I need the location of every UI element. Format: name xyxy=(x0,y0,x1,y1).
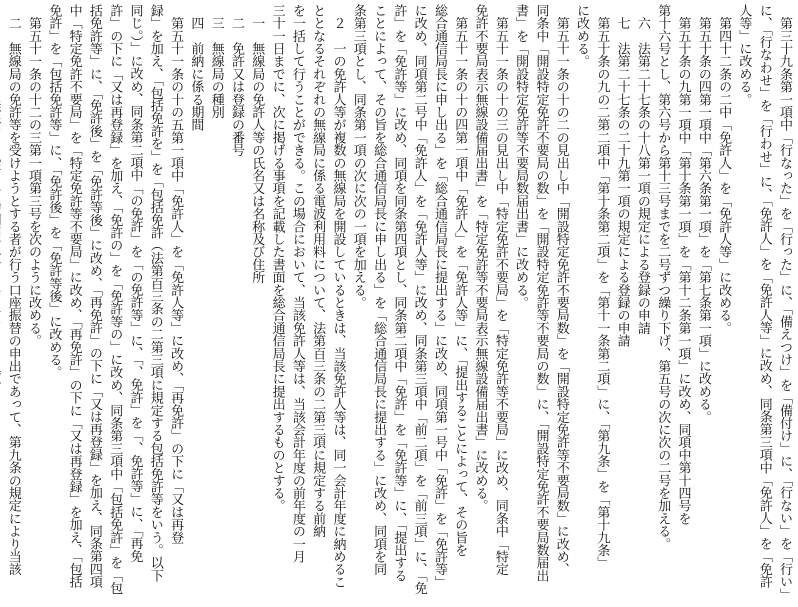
text-column: 括免許等」に、「免許後」を「免許等後」に改め、「再免許」の下に「又は再登録」を加え、同条第四項 xyxy=(86,4,102,588)
text-column: 第五十一条の十の三の見出し中「特定免許不要局」を「特定免許等不要局」に改め、同条中「特定 xyxy=(492,4,508,576)
text-column: 書」を「開設特定免許等不要局数届出書」に改める。 xyxy=(513,4,529,309)
text-column: 第五十一条の十二の三第一項第三号を次のように改める。 xyxy=(26,4,42,347)
text-column: 第五十条の九第一項中「第十条第一項」を「第十二条第一項」に改め、同項中第十四号を xyxy=(675,4,691,525)
text-column: 第五十一条の十の四第一項中「免許人」を「免許人等」に、「提出することによって、その旨を xyxy=(452,4,468,557)
text-column: 七 法第二十七条の二十九第一項の規定による登録の申請 xyxy=(614,4,630,347)
text-column: 第五十一条の十の五第一項中「免許人」を「免許人等」に改め、「再免許」の下に「又は再登 xyxy=(168,4,184,544)
text-column: 録」を加え、「包括免許を」を「包括免許（法第百三条の二第三項に規定する包括免許等をいう。以下 xyxy=(147,4,163,582)
text-column: 免許」を「包括免許等」に、「免許後」を「免許等後」に改める。 xyxy=(46,4,62,379)
text-column: に改める。 xyxy=(574,4,590,68)
text-column: ２ 一の免許人等が複数の無線局を開設しているときは、当該免許人等は、同一会計年度に納めるこ xyxy=(330,4,346,589)
text-column: に改め、同項第二号中「免許人」を「免許人等」に改め、同条第三項中「前二項」を「前三項」に、「免 xyxy=(411,4,427,595)
text-column: 二 免許又は登録の番号 xyxy=(228,4,244,157)
text-column: 三十一日までに、次に掲げる事項を記載した書面を総合通信局長に提出するものとする。 xyxy=(269,4,285,513)
text-column: 同じ。）」に改め、同条第二項中「の免許」を「の免許等」に、「、免許」を「、免許等」に、「再免 xyxy=(127,4,143,563)
text-column: 許」を「免許等」に改め、同項を同条第四項とし、同条第二項中「免許」を「免許等」に、「提出する xyxy=(391,4,407,582)
text-column: 第五十条の九の二第二項中「第十条第二項」を「第十一条第二項」に、「第九条」を「第十九条」 xyxy=(594,4,610,570)
text-column: 第三十九条第一項中「行なった」を「行った」に、「備えつけ」を「備付け」に、「行ない」を「行い」 xyxy=(777,4,792,601)
text-column: に、「行なわせ」を「行わせ」に、「免許人」を「免許人等」に改め、同条第三項中「免許人」を「免許 xyxy=(756,4,772,588)
text-column: 一 無線局の免許人等の氏名又は名称及び住所 xyxy=(249,4,265,284)
vertical-text-body xyxy=(4,4,794,601)
text-column: 中「特定免許不要局」を「特定免許等不要局」に改め、「再免許」の下に「又は再登録」を加え、「包括 xyxy=(66,4,82,588)
text-column: 第四十二条の二中「免許人」を「免許人等」に改める。 xyxy=(716,4,732,335)
text-column: 同条中「開設特定免許不要局の数」を「開設特定免許等不要局の数」に、「開設特定免許不要局数届出 xyxy=(533,4,549,582)
text-column: 二 無線局の免許等を受けようとする者が行う口座振替の申出であって、第九条の規定により当該 xyxy=(5,4,21,576)
text-column: 第五十一条の十の二の見出し中「開設特定免許不要局数」を「開設特定免許等不要局数」に改め、 xyxy=(553,4,569,576)
text-column: 免許不要局表示無線設備届出書」を「特定免許等不要局表示無線設備届出書」に改める。 xyxy=(472,4,488,513)
text-column: 総合通信局長に申し出る」を「総合通信局長に提出する」に改め、同項第一号中「免許」を「免許等」 xyxy=(431,4,447,589)
text-column: 許」の下に「又は再登録」を加え、「免許の」を「免許等の」に改め、同条第三項中「包括免許」を「包 xyxy=(107,4,123,595)
text-column: ととなるそれぞれの無線局に係る電波利用料について、法第百三条の二第三項に規定する前納 xyxy=(310,4,326,538)
text-column: 人等」に改める。 xyxy=(736,4,752,106)
text-column: を一括して行うことができる。この場合において、当該免許人等は、当該会計年度の前年度の一月 xyxy=(289,4,305,563)
text-column: 三 無線局の種別 xyxy=(208,4,224,119)
text-column: 条第三項とし、同条第一項の次に次の一項を加える。 xyxy=(350,4,366,309)
text-column: 第五十条の四第一項中「第六条第一項」を「第七条第一項」に改める。 xyxy=(695,4,711,424)
text-column: 四 前納に係る期間 xyxy=(188,4,204,132)
text-column: 六 法第二十七条の十八第一項の規定による登録の申請 xyxy=(634,4,650,335)
text-column: ことによって、その旨を総合通信局長に申し出る」を「総合通信局長に提出する」に改め、同項を同 xyxy=(371,4,387,576)
text-column: 第十六号とし、第六号から第十三号までを二号ずつ繰り下げ、第五号の次に次の二号を加える。 xyxy=(655,4,671,551)
